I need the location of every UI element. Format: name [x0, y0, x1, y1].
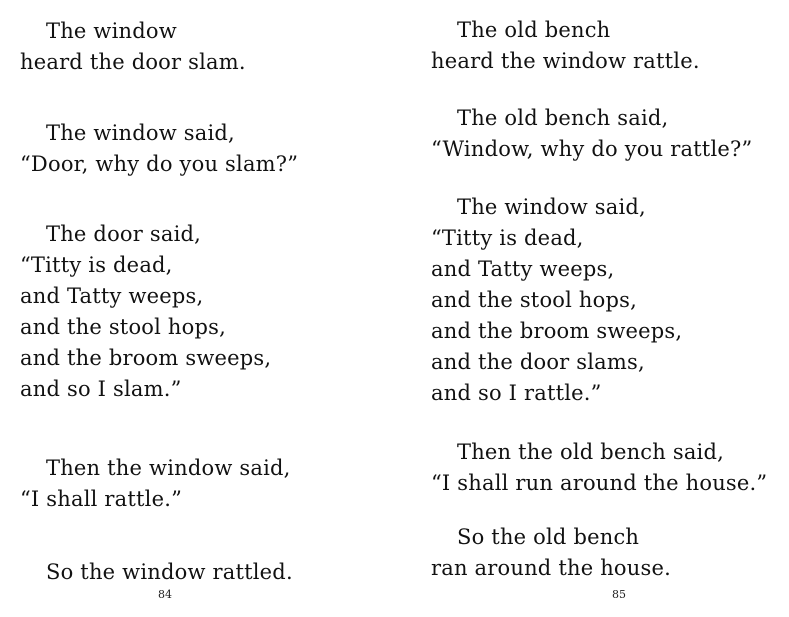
- verse-line: The door said,: [46, 222, 202, 246]
- verse-line: ran around the house.: [431, 556, 671, 580]
- stanza-3: [431, 192, 682, 409]
- verse-line: and Tatty weeps,: [20, 284, 204, 308]
- stanza-2: [431, 103, 752, 165]
- left-page: [0, 0, 394, 617]
- page-number: 85: [612, 588, 626, 601]
- verse-line: “Titty is dead,: [431, 226, 584, 250]
- stanza-3: [20, 219, 271, 405]
- verse-line: and so I slam.”: [20, 377, 182, 401]
- stanza-5: [20, 557, 293, 588]
- verse-line: and the door slams,: [431, 350, 645, 374]
- page-number: 84: [158, 588, 172, 601]
- verse-line: heard the window rattle.: [431, 49, 700, 73]
- verse-line: “Door, why do you slam?”: [20, 152, 299, 176]
- verse-line: The window said,: [457, 195, 646, 219]
- stanza-1: [431, 15, 700, 77]
- verse-line: and Tatty weeps,: [431, 257, 615, 281]
- verse-line: The old bench said,: [457, 106, 669, 130]
- verse-line: “Titty is dead,: [20, 253, 173, 277]
- verse-line: Then the old bench said,: [457, 440, 724, 464]
- verse-line: “Window, why do you rattle?”: [431, 137, 753, 161]
- verse-line: The window: [46, 19, 177, 43]
- verse-line: and so I rattle.”: [431, 381, 602, 405]
- right-page: [394, 0, 788, 617]
- verse-line: The window said,: [46, 121, 235, 145]
- stanza-1: [20, 16, 246, 78]
- stanza-2: [20, 118, 298, 180]
- stanza-4: [20, 453, 291, 515]
- verse-line: So the old bench: [457, 525, 640, 549]
- verse-line: “I shall run around the house.”: [431, 471, 768, 495]
- verse-line: and the broom sweeps,: [20, 346, 272, 370]
- verse-line: and the broom sweeps,: [431, 319, 683, 343]
- verse-line: “I shall rattle.”: [20, 487, 183, 511]
- verse-line: and the stool hops,: [20, 315, 226, 339]
- verse-line: and the stool hops,: [431, 288, 637, 312]
- stanza-5: [431, 522, 671, 584]
- verse-line: So the window rattled.: [46, 560, 293, 584]
- stanza-4: [431, 437, 767, 499]
- verse-line: Then the window said,: [46, 456, 291, 480]
- verse-line: heard the door slam.: [20, 50, 246, 74]
- verse-line: The old bench: [457, 18, 611, 42]
